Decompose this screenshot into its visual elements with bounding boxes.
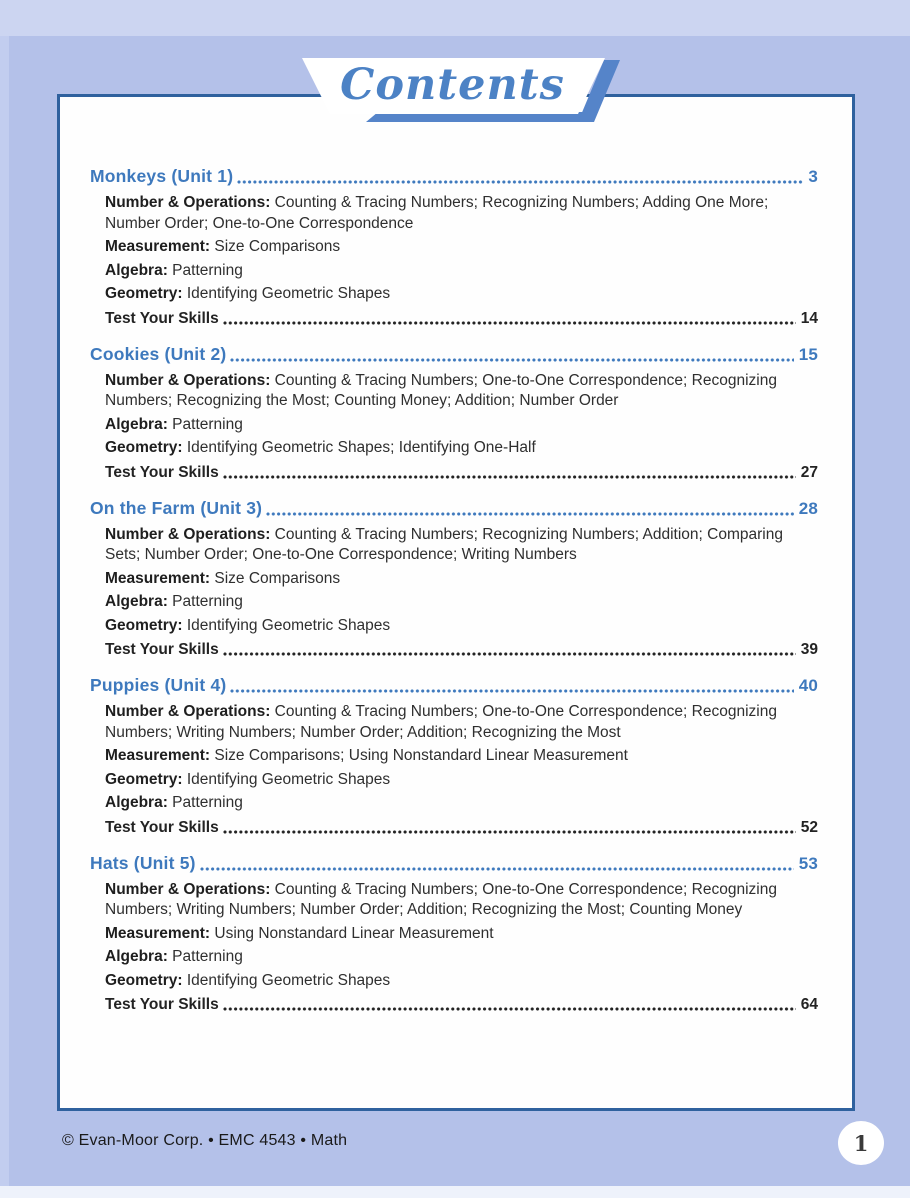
page-number-badge: [838, 1121, 884, 1165]
detail-text: Counting & Tracing Numbers; One-to-One Correspondence; Recognizing Numbers; Writing Numbers; Number Order; Addition; Recognizing the Most: [105, 703, 777, 741]
detail-label: Measurement:: [105, 569, 211, 587]
unit-page-number: 3: [808, 167, 818, 186]
detail-row: [105, 770, 810, 791]
detail-label: Geometry:: [105, 439, 183, 456]
detail-text: Identifying Geometric Shapes: [182, 616, 391, 634]
dotted-leader: [223, 994, 796, 1015]
dotted-leader: [200, 852, 794, 875]
detail-label: Number & Operations:: [105, 371, 271, 389]
skills-row: [105, 994, 818, 1015]
detail-row: [105, 371, 810, 412]
dotted-leader: [230, 674, 793, 697]
unit-details: [105, 702, 818, 814]
detail-text: Identifying Geometric Shapes: [182, 285, 391, 302]
unit-page-number: 28: [798, 498, 818, 518]
detail-label: Algebra:: [105, 593, 168, 610]
toc-unit: [90, 497, 818, 661]
toc-unit: [90, 674, 818, 838]
toc-unit: [90, 852, 818, 1016]
detail-label: Algebra:: [105, 261, 168, 279]
detail-row: [105, 261, 810, 282]
detail-text: Identifying Geometric Shapes: [182, 770, 391, 788]
detail-row: [105, 569, 810, 590]
detail-text: Identifying Geometric Shapes: [182, 971, 391, 989]
detail-label: Algebra:: [105, 415, 168, 433]
dotted-leader: [223, 308, 796, 329]
detail-text: Identifying Geometric Shapes; Identifying One-Half: [182, 439, 536, 456]
unit-title-row: [90, 165, 818, 188]
skills-page-number: 52: [800, 818, 818, 836]
skills-row: [105, 462, 818, 483]
detail-label: Number & Operations:: [105, 525, 271, 543]
detail-text: Patterning: [167, 948, 243, 965]
page-panel: [57, 94, 855, 1111]
table-of-contents: [90, 165, 818, 1015]
dotted-leader: [230, 343, 793, 366]
skills-label: Test Your Skills: [105, 463, 219, 481]
scan-edge-top: [0, 0, 910, 36]
detail-row: [105, 702, 810, 743]
unit-page-number: 15: [798, 344, 818, 364]
detail-row: [105, 793, 810, 814]
dotted-leader: [223, 639, 796, 660]
detail-label: Measurement:: [105, 238, 211, 255]
detail-text: Patterning: [167, 593, 243, 610]
unit-page-number: 53: [798, 853, 818, 873]
unit-title-row: [90, 343, 818, 366]
detail-row: [105, 525, 810, 566]
detail-text: Patterning: [167, 261, 243, 279]
detail-text: Counting & Tracing Numbers; Recognizing Numbers; Adding One More; Number Order; One-to-One Correspondence: [105, 194, 769, 232]
footer-copyright: © Evan-Moor Corp. • EMC 4543 • Math: [62, 1132, 348, 1149]
skills-row: [105, 817, 818, 838]
detail-row: [105, 592, 810, 613]
skills-page-number: 64: [800, 996, 818, 1013]
unit-title: On the Farm (Unit 3): [90, 497, 263, 518]
skills-row: [105, 308, 818, 329]
detail-text: Counting & Tracing Numbers; One-to-One Correspondence; Recognizing Numbers; Writing Numbers; Number Order; Addition; Recognizing the Most; Counting Money: [105, 880, 777, 918]
detail-label: Measurement:: [105, 924, 211, 942]
detail-text: Counting & Tracing Numbers; Recognizing Numbers; Addition; Comparing Sets; Number Order; One-to-One Correspondence; Writing Numbers: [105, 525, 783, 563]
dotted-leader: [237, 165, 803, 188]
page-number: 1: [853, 1130, 869, 1156]
detail-text: Patterning: [167, 794, 243, 811]
unit-title: Monkeys (Unit 1): [90, 166, 234, 186]
detail-row: [105, 284, 810, 305]
detail-label: Geometry:: [105, 971, 183, 989]
skills-page-number: 27: [800, 463, 818, 481]
detail-text: Patterning: [167, 415, 243, 433]
detail-row: [105, 616, 810, 637]
detail-text: Using Nonstandard Linear Measurement: [210, 924, 494, 942]
unit-title-row: [90, 497, 818, 520]
skills-label: Test Your Skills: [105, 641, 219, 658]
unit-title-row: [90, 674, 818, 697]
unit-title-row: [90, 852, 818, 875]
unit-title: Hats (Unit 5): [90, 852, 196, 873]
page-title: Contents: [340, 60, 565, 110]
detail-label: Number & Operations:: [105, 194, 271, 211]
dotted-leader: [223, 817, 796, 838]
detail-label: Algebra:: [105, 948, 168, 965]
detail-row: [105, 880, 810, 921]
detail-row: [105, 438, 810, 459]
detail-row: [105, 924, 810, 945]
detail-label: Geometry:: [105, 770, 183, 788]
detail-row: [105, 947, 810, 968]
toc-unit: [90, 165, 818, 329]
scan-edge-left: [0, 36, 9, 1186]
detail-label: Number & Operations:: [105, 880, 271, 898]
unit-details: [105, 525, 818, 637]
skills-label: Test Your Skills: [105, 309, 219, 327]
unit-title: Puppies (Unit 4): [90, 675, 227, 695]
skills-label: Test Your Skills: [105, 818, 219, 836]
skills-label: Test Your Skills: [105, 996, 219, 1013]
unit-details: [105, 880, 818, 992]
skills-page-number: 39: [800, 641, 818, 658]
unit-details: [105, 193, 818, 305]
detail-row: [105, 971, 810, 992]
detail-row: [105, 237, 810, 258]
contents-banner: [280, 52, 640, 132]
detail-label: Measurement:: [105, 747, 211, 764]
detail-text: Counting & Tracing Numbers; One-to-One Correspondence; Recognizing Numbers; Recognizing the Most; Counting Money; Addition; Number Order: [105, 371, 777, 409]
unit-title: Cookies (Unit 2): [90, 343, 227, 364]
skills-row: [105, 639, 818, 660]
detail-label: Geometry:: [105, 616, 183, 634]
skills-page-number: 14: [800, 309, 818, 327]
detail-text: Size Comparisons; Using Nonstandard Linear Measurement: [210, 747, 628, 764]
unit-page-number: 40: [798, 676, 818, 695]
unit-details: [105, 371, 818, 459]
scan-edge-bottom: [0, 1186, 910, 1198]
detail-label: Geometry:: [105, 285, 183, 302]
detail-row: [105, 746, 810, 767]
dotted-leader: [266, 497, 793, 520]
dotted-leader: [223, 462, 796, 483]
detail-row: [105, 193, 810, 234]
toc-unit: [90, 343, 818, 483]
detail-text: Size Comparisons: [210, 238, 341, 255]
detail-label: Number & Operations:: [105, 703, 271, 720]
detail-row: [105, 415, 810, 436]
detail-label: Algebra:: [105, 794, 168, 811]
detail-text: Size Comparisons: [210, 569, 341, 587]
